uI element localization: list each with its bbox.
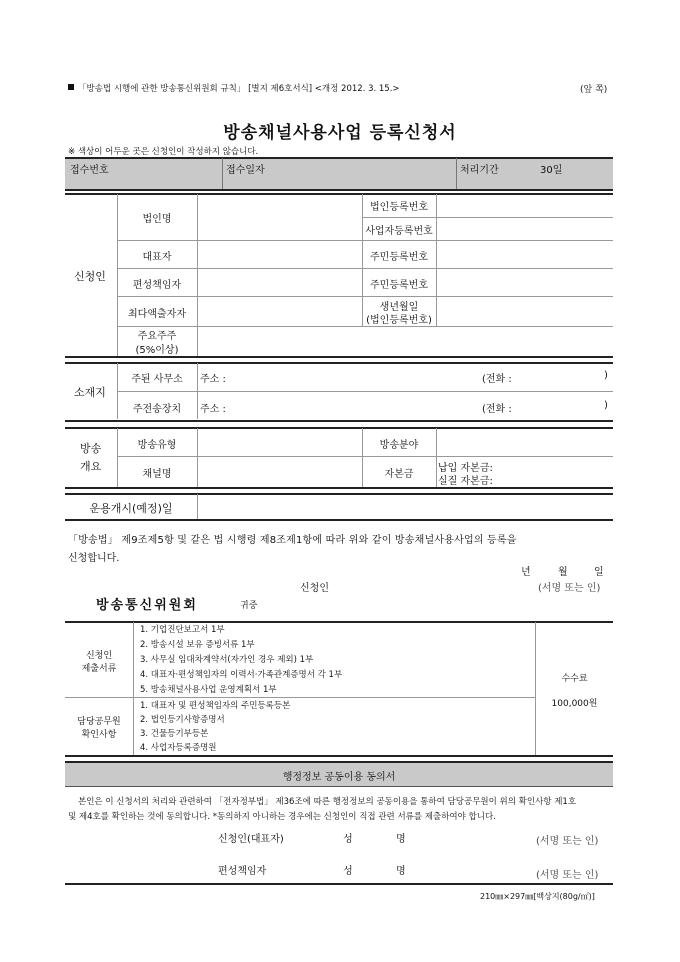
given-name-label: 명 <box>396 834 406 845</box>
given-name-label: 명 <box>396 866 406 877</box>
consent-text: 본인은 이 신청서의 처리와 관련하여 「전자정부법」 제36조에 따른 행정정보의 공동이용을 통하여 담당공무원이 위의 확인사항 제1호 <box>78 797 577 807</box>
main-tx-label: 주전송장치 <box>132 404 182 415</box>
representative-resident-no-field[interactable] <box>437 241 613 267</box>
major-shareholder-field[interactable] <box>198 327 613 355</box>
consent-editor-label: 편성책임자 <box>218 866 267 877</box>
broadcast-type-label: 방송유형 <box>137 440 177 451</box>
largest-investor-field[interactable] <box>198 297 361 325</box>
shading-note: ※ 색상이 어두운 곳은 신청인이 작성하지 않습니다. <box>68 147 259 157</box>
corp-name-field[interactable] <box>198 194 361 239</box>
recipient-name: 방송통신위원회 <box>96 598 198 613</box>
fee-label: 수수료 <box>561 674 588 684</box>
submit-docs-label: 신청인 <box>85 651 113 661</box>
broadcast-section-label: 방송 <box>80 442 102 455</box>
receipt-number-label: 접수번호 <box>70 165 109 176</box>
major-shareholder-sublabel: (5%이상) <box>135 345 179 356</box>
phone-close: ) <box>604 370 608 381</box>
declaration-text: 신청합니다. <box>68 553 120 564</box>
consent-rep-label: 신청인(대표자) <box>218 834 284 845</box>
paper-spec: 210㎜×297㎜[백상지(80g/㎡)] <box>480 892 595 901</box>
corp-name-label: 법인명 <box>142 214 172 225</box>
broadcast-field-label: 방송분야 <box>379 440 419 451</box>
date-day: 일 <box>594 567 604 578</box>
representative-field[interactable] <box>198 241 361 267</box>
form-rule-reference: 「방송법 시행에 관한 방송통신위원회 규칙」 [별지 제6호서식] <개정 2012. 3. 15.> <box>68 82 400 94</box>
birth-date-field[interactable] <box>437 297 613 325</box>
resident-no-label: 주민등록번호 <box>370 280 428 291</box>
representative-label: 대표자 <box>142 252 172 263</box>
main-office-address-field[interactable] <box>232 365 476 389</box>
list-item: 1. 대표자 및 편성책임자의 주민등록등본 <box>140 701 291 711</box>
phone-label: (전화 : <box>482 374 512 385</box>
location-section-label: 소재지 <box>74 386 106 399</box>
major-shareholder-label: 주요주주 <box>137 331 177 342</box>
broadcast-type-field[interactable] <box>198 429 361 455</box>
start-date-label: 운용개시(예정)일 <box>89 502 173 515</box>
main-tx-address-field[interactable] <box>232 394 476 418</box>
receipt-row <box>65 157 613 189</box>
submit-docs-label: 제출서류 <box>81 664 117 674</box>
list-item: 3. 건물등기부등본 <box>140 729 209 739</box>
capital-label: 자본금 <box>384 469 414 480</box>
form-title: 방송채널사용사업 등록신청서 <box>223 123 457 143</box>
editor-field[interactable] <box>198 269 361 295</box>
biz-reg-no-label: 사업자등록번호 <box>365 226 433 237</box>
official-check-label: 담당공무원 <box>77 717 121 727</box>
list-item: 1. 기업진단보고서 1부 <box>140 625 225 635</box>
broadcast-field-field[interactable] <box>437 429 613 455</box>
editor-label: 편성책임자 <box>132 280 182 291</box>
square-bullet-icon <box>68 84 74 90</box>
date-year: 년 <box>521 567 531 578</box>
declaration-text: 「방송법」 제9조제5항 및 같은 법 시행령 제8조제1항에 따라 위와 같이 방송채널사용사업의 등록을 <box>68 535 517 546</box>
fee-value: 100,000원 <box>551 699 598 709</box>
birth-date-label: 생년월일 <box>379 302 419 313</box>
list-item: 3. 사무실 임대차계약서(자가인 경우 제외) 1부 <box>140 655 314 665</box>
processing-period-value: 30일 <box>540 165 563 176</box>
applicant-sign-hint: (서명 또는 인) <box>538 583 601 594</box>
address-label: 주소 : <box>200 404 226 415</box>
real-capital-label: 실질 자본금: <box>438 476 493 487</box>
resident-no-label: 주민등록번호 <box>370 252 428 263</box>
processing-period-label: 처리기간 <box>460 165 499 176</box>
phone-label: (전화 : <box>482 404 512 415</box>
list-item: 4. 대표자·편성책임자의 이력서·가족관계증명서 각 1부 <box>140 670 343 680</box>
recipient-honorific: 귀중 <box>240 601 258 611</box>
official-check-label: 확인사항 <box>81 730 117 740</box>
page-side-label: (앞 쪽) <box>580 85 608 95</box>
channel-name-field[interactable] <box>198 458 361 486</box>
consent-rep-signature-field[interactable] <box>420 826 530 844</box>
consent-editor-signature-field[interactable] <box>420 858 530 876</box>
list-item: 5. 방송채널사용사업 운영계획서 1부 <box>140 685 277 695</box>
address-label: 주소 : <box>200 374 226 385</box>
list-item: 2. 법인등기사항증명서 <box>140 715 225 725</box>
sign-hint: (서명 또는 인) <box>536 870 599 881</box>
surname-label: 성 <box>343 834 353 845</box>
channel-name-label: 채널명 <box>142 469 172 480</box>
list-item: 2. 방송시설 보유 증빙서류 1부 <box>140 640 255 650</box>
consent-heading: 행정정보 공동이용 동의서 <box>282 772 396 783</box>
date-month: 월 <box>558 567 568 578</box>
birth-date-sublabel: (법인등록번호) <box>366 315 432 326</box>
phone-close: ) <box>604 400 608 411</box>
broadcast-section-label: 개요 <box>80 460 102 473</box>
paid-in-capital-label: 납입 자본금: <box>438 463 493 474</box>
largest-investor-label: 최다액출자자 <box>128 309 186 320</box>
list-item: 4. 사업자등록증명원 <box>140 743 217 753</box>
surname-label: 성 <box>343 866 353 877</box>
consent-text: 및 제4호를 확인하는 것에 동의합니다. *동의하지 아니하는 경우에는 신청인이 직접 관련 서류를 제출하여야 합니다. <box>68 812 496 822</box>
receipt-date-label: 접수일자 <box>226 165 265 176</box>
applicant-section-label: 신청인 <box>74 270 106 283</box>
sign-hint: (서명 또는 인) <box>536 836 599 847</box>
main-office-label: 주된 사무소 <box>131 374 183 385</box>
corp-reg-no-label: 법인등록번호 <box>370 202 428 213</box>
applicant-sign-label: 신청인 <box>300 583 329 594</box>
biz-reg-no-field[interactable] <box>437 218 613 240</box>
main-office-phone-field[interactable] <box>520 365 602 389</box>
editor-resident-no-field[interactable] <box>437 269 613 295</box>
corp-reg-no-field[interactable] <box>437 194 613 216</box>
main-tx-phone-field[interactable] <box>520 394 602 418</box>
start-date-field[interactable] <box>198 495 613 518</box>
